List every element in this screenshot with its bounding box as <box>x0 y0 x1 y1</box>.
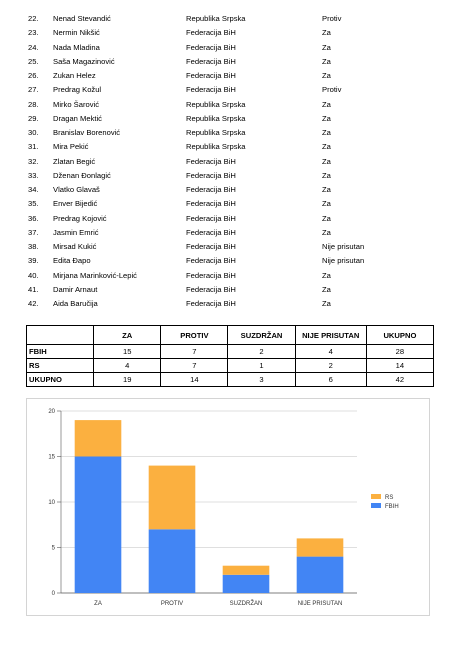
delegate-row <box>20 212 440 226</box>
legend-label: RS <box>385 495 394 501</box>
summary-cell: 7 <box>161 359 228 373</box>
summary-row-total <box>27 373 434 387</box>
delegate-entity: Federacija BiH <box>186 85 236 95</box>
summary-cell: 1 <box>228 359 295 373</box>
delegate-entity: Federacija BiH <box>186 170 236 180</box>
bar-segment <box>297 538 344 556</box>
delegate-vote: Za <box>322 99 331 109</box>
delegate-entity: Federacija BiH <box>186 71 236 80</box>
y-tick-label: 5 <box>51 545 55 552</box>
delegate-row <box>20 140 440 154</box>
delegate-name: Saša Magazinović <box>53 56 115 66</box>
delegate-number: 28. <box>28 99 39 109</box>
summary-header-row <box>27 326 434 345</box>
summary-cell: 14 <box>161 373 228 387</box>
delegate-number: 37. <box>28 227 39 237</box>
delegate-number: 36. <box>28 213 39 223</box>
summary-cell: 2 <box>295 359 366 373</box>
summary-header-cell: PROTIV <box>161 326 228 345</box>
delegate-name: Mirsad Kukić <box>53 242 97 251</box>
delegate-row <box>20 254 440 268</box>
delegate-entity: Federacija BiH <box>186 213 236 223</box>
summary-header-cell: NIJE PRISUTAN <box>295 326 366 345</box>
delegate-number: 23. <box>28 28 39 38</box>
delegate-number: 31. <box>28 142 39 152</box>
delegate-name: Nenad Stevandić <box>53 14 111 23</box>
delegate-entity: Federacija BiH <box>186 284 236 294</box>
delegate-entity: Federacija BiH <box>186 270 236 280</box>
bar-segment <box>149 529 196 593</box>
delegate-row <box>20 83 440 97</box>
delegate-name: Enver Bijedić <box>53 199 98 209</box>
delegate-row <box>20 269 440 283</box>
delegate-vote: Za <box>322 42 331 52</box>
bar-segment <box>75 420 122 456</box>
y-tick-label: 10 <box>48 500 55 506</box>
summary-cell: 2 <box>228 345 295 359</box>
summary-header-cell: SUZDRŽAN <box>228 326 295 345</box>
delegate-row <box>20 226 440 240</box>
delegate-entity: Federacija BiH <box>186 156 236 166</box>
delegate-row <box>20 197 440 211</box>
delegate-row <box>20 155 440 169</box>
bar-segment <box>149 466 196 530</box>
delegate-name: Damir Arnaut <box>53 284 98 294</box>
y-tick-label: 0 <box>51 591 55 597</box>
delegate-vote: Za <box>322 227 331 237</box>
delegate-number: 35. <box>28 199 39 209</box>
bar-segment <box>223 566 270 575</box>
legend-swatch <box>371 503 381 508</box>
summary-cell: 7 <box>161 345 228 359</box>
summary-cell: RS <box>27 359 94 373</box>
delegate-number: 24. <box>28 42 39 52</box>
delegate-name: Dženan Đonlagić <box>53 170 111 180</box>
summary-header-cell <box>27 326 94 345</box>
delegate-vote: Za <box>322 299 331 308</box>
delegate-entity: Republika Srpska <box>186 113 246 123</box>
summary-row-rs <box>27 359 434 373</box>
delegate-name: Mirjana Marinković-Lepić <box>53 270 137 280</box>
delegate-number: 42. <box>28 299 39 308</box>
delegate-row <box>20 69 440 83</box>
delegate-entity: Federacija BiH <box>186 299 236 308</box>
summary-cell: 4 <box>295 345 366 359</box>
summary-cell: FBIH <box>27 345 94 359</box>
delegate-entity: Federacija BiH <box>186 199 236 209</box>
delegate-vote: Protiv <box>322 85 342 95</box>
x-tick-label: PROTIV <box>160 601 184 607</box>
delegate-entity: Federacija BiH <box>186 242 236 251</box>
delegate-entity: Republika Srpska <box>186 99 246 109</box>
delegate-number: 40. <box>28 270 39 280</box>
delegate-row <box>20 126 440 140</box>
legend-label: FBIH <box>385 504 399 510</box>
summary-cell: 6 <box>295 373 366 387</box>
delegate-row <box>20 41 440 55</box>
delegate-number: 34. <box>28 185 39 194</box>
summary-cell: 28 <box>366 345 433 359</box>
delegate-vote: Za <box>322 270 331 280</box>
delegate-number: 39. <box>28 256 39 266</box>
bar-segment <box>297 557 344 593</box>
delegate-row <box>20 12 440 26</box>
delegate-number: 38. <box>28 242 39 251</box>
delegate-entity: Federacija BiH <box>186 42 236 52</box>
summary-cell: 3 <box>228 373 295 387</box>
delegate-row <box>20 183 440 197</box>
legend-swatch <box>371 494 381 499</box>
delegate-vote: Za <box>322 71 331 80</box>
delegate-vote: Za <box>322 28 331 38</box>
delegate-name: Zlatan Begić <box>53 156 96 166</box>
delegate-number: 33. <box>28 170 39 180</box>
delegate-row <box>20 169 440 183</box>
delegate-vote: Za <box>322 156 331 166</box>
delegate-row <box>20 26 440 40</box>
delegate-vote: Protiv <box>322 14 342 23</box>
delegate-name: Predrag Kojović <box>53 213 107 223</box>
delegate-vote: Za <box>322 185 331 194</box>
x-tick-label: SUZDRŽAN <box>229 601 263 607</box>
summary-header-cell: ZA <box>94 326 161 345</box>
summary-cell: UKUPNO <box>27 373 94 387</box>
chart-canvas <box>27 399 431 617</box>
delegate-row <box>20 98 440 112</box>
delegate-number: 41. <box>28 284 39 294</box>
delegate-vote: Nije prisutan <box>322 256 365 266</box>
delegate-name: Nada Mladina <box>53 42 100 52</box>
summary-cell: 14 <box>366 359 433 373</box>
summary-cell: 42 <box>366 373 433 387</box>
x-tick-label: ZA <box>94 601 102 607</box>
delegate-entity: Republika Srpska <box>186 142 246 152</box>
summary-cell: 19 <box>94 373 161 387</box>
x-tick-label: NIJE PRISUTAN <box>297 601 343 607</box>
bar-segment <box>223 575 270 593</box>
delegate-name: Vlatko Glavaš <box>53 185 100 194</box>
delegate-number: 32. <box>28 156 39 166</box>
delegate-vote: Za <box>322 284 331 294</box>
y-tick-label: 15 <box>48 454 55 461</box>
delegate-vote: Za <box>322 142 331 152</box>
delegate-vote-list <box>20 12 440 311</box>
delegate-name: Mirko Šarović <box>53 99 99 109</box>
delegate-number: 30. <box>28 128 39 137</box>
summary-row-fbih <box>27 345 434 359</box>
delegate-row <box>20 297 440 311</box>
delegate-vote: Za <box>322 213 331 223</box>
summary-cell: 4 <box>94 359 161 373</box>
delegate-entity: Federacija BiH <box>186 56 236 66</box>
bar-segment <box>75 457 122 594</box>
delegate-entity: Federacija BiH <box>186 227 236 237</box>
stacked-bar-chart <box>26 398 430 616</box>
delegate-entity: Republika Srpska <box>186 128 246 137</box>
delegate-name: Mira Pekić <box>53 142 89 152</box>
delegate-vote: Za <box>322 170 331 180</box>
delegate-number: 26. <box>28 71 39 80</box>
delegate-name: Edita Đapo <box>53 256 91 266</box>
delegate-row <box>20 55 440 69</box>
delegate-vote: Nije prisutan <box>322 242 365 251</box>
delegate-number: 22. <box>28 14 39 23</box>
delegate-row <box>20 112 440 126</box>
summary-cell: 15 <box>94 345 161 359</box>
delegate-name: Branislav Borenović <box>53 128 121 137</box>
delegate-vote: Za <box>322 56 331 66</box>
delegate-name: Dragan Mektić <box>53 113 102 123</box>
delegate-entity: Federacija BiH <box>186 28 236 38</box>
delegate-name: Predrag Kožul <box>53 85 102 95</box>
delegate-row <box>20 283 440 297</box>
delegate-number: 27. <box>28 85 39 95</box>
delegate-row <box>20 240 440 254</box>
delegate-name: Zukan Helez <box>53 71 96 80</box>
delegate-entity: Federacija BiH <box>186 185 236 194</box>
delegate-entity: Republika Srpska <box>186 14 246 23</box>
summary-header-cell: UKUPNO <box>366 326 433 345</box>
delegate-vote: Za <box>322 128 331 137</box>
delegate-vote: Za <box>322 199 331 209</box>
delegate-number: 29. <box>28 113 39 123</box>
delegate-name: Aida Baručija <box>53 299 98 308</box>
delegate-number: 25. <box>28 56 39 66</box>
vote-summary-table <box>26 325 434 387</box>
delegate-vote: Za <box>322 113 331 123</box>
delegate-name: Nermin Nikšić <box>53 28 100 38</box>
delegate-entity: Federacija BiH <box>186 256 236 266</box>
y-tick-label: 20 <box>48 409 55 415</box>
delegate-name: Jasmin Emrić <box>53 227 99 237</box>
